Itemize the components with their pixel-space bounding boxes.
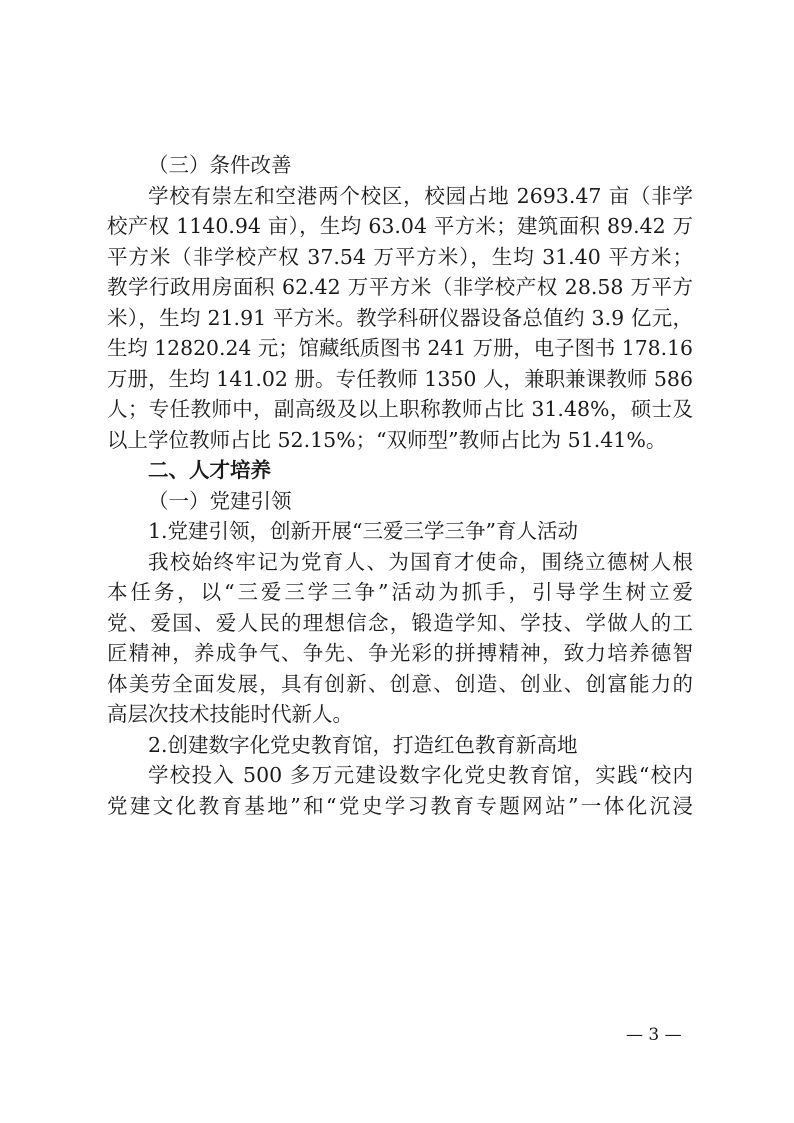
paragraph-line: 人；专任教师中，副高级及以上职称教师占比 31.48%，硕士及: [107, 397, 693, 421]
paragraph-line: 党建文化教育基地”和“党史学习教育专题网站”一体化沉浸: [107, 793, 693, 818]
paragraph-line: 高层次技术技能时代新人。: [107, 702, 353, 726]
section-heading-conditions: （三）条件改善: [148, 153, 292, 177]
item-title-1: 1.党建引领，创新开展“三爱三学三争”育人活动: [148, 519, 579, 543]
paragraph-line: 教学行政用房面积 62.42 万平方米（非学校产权 28.58 万平方: [107, 275, 693, 299]
document-page: [107, 150, 693, 821]
paragraph-line: 学校有崇左和空港两个校区，校园占地 2693.47 亩（非学: [148, 183, 693, 208]
paragraph-line: 米），生均 21.91 平方米。教学科研仪器设备总值约 3.9 亿元，: [107, 305, 693, 330]
paragraph-line: 匠精神，养成争气、争先、争光彩的拼搏精神，致力培养德智: [107, 641, 693, 665]
paragraph-line: 生均 12820.24 元；馆藏纸质图书 241 万册，电子图书 178.16: [107, 336, 693, 360]
page-number: — 3 —: [626, 1025, 682, 1045]
section-heading-talent: 二、人才培养: [148, 458, 271, 482]
paragraph-item-1: [107, 547, 693, 730]
paragraph-line: 本任务，以“三爱三学三争”活动为抓手，引导学生树立爱: [107, 580, 693, 604]
paragraph-line: 以上学位教师占比 52.15%；“双师型”教师占比为 51.41%。: [107, 427, 667, 452]
paragraph-line: 学校投入 500 多万元建设数字化党史教育馆，实践“校内: [148, 763, 693, 787]
paragraph-conditions: [107, 181, 693, 456]
paragraph-line: 党、爱国、爱人民的理想信念，锻造学知、学技、学做人的工: [107, 610, 693, 635]
paragraph-line: 万册，生均 141.02 册。专任教师 1350 人，兼职兼课教师 586: [107, 366, 693, 391]
paragraph-line: 校产权 1140.94 亩），生均 63.04 平方米；建筑面积 89.42 万: [107, 214, 693, 238]
item-title-2: 2.创建数字化党史教育馆，打造红色教育新高地: [148, 732, 578, 757]
paragraph-line: 我校始终牢记为党育人、为国育才使命，围绕立德树人根: [148, 549, 693, 574]
paragraph-item-2: [107, 760, 693, 821]
paragraph-line: 体美劳全面发展，具有创新、创意、创造、创业、创富能力的: [107, 671, 693, 696]
subsection-heading-party: （一）党建引领: [148, 488, 292, 513]
paragraph-line: 平方米（非学校产权 37.54 万平方米），生均 31.40 平方米；: [107, 244, 693, 269]
